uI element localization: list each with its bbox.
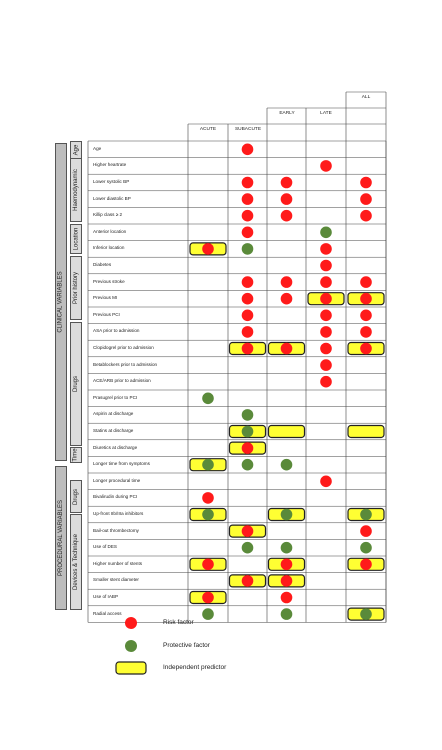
risk-factor-dot [242,276,254,288]
risk-factor-dot [360,326,372,338]
risk-factor-dot [360,193,372,205]
column-header-subacute: SUBACUTE [234,127,262,132]
risk-factor-dot [320,326,332,338]
row-label: Radial access [93,610,122,616]
subgroup-drugs-procedural: Drugs [70,480,82,513]
protective-factor-dot [281,459,293,471]
risk-factor-dot [281,575,293,587]
subgroup-haemodynamic: Haemodynamic [70,158,82,222]
risk-factor-dot [202,243,214,255]
row-label: Higher number of stents [93,560,143,566]
risk-factor-dot [242,177,254,189]
protective-factor-dot [242,542,254,554]
risk-factor-dot [320,476,332,488]
risk-factor-dot [360,343,372,355]
row-label: Use of DES [93,544,117,550]
row-label: Lower systolic BP [93,179,130,184]
risk-factor-dot [202,492,214,504]
subgroup-prior-history: Prior history [70,256,82,320]
subgroup-drugs-clinical: Drugs [70,322,82,446]
column-header-acute: ACUTE [199,127,217,132]
protective-factor-dot [242,426,254,438]
risk-factor-dot [360,276,372,288]
column-header-all: ALL [361,95,371,100]
subgroup-devices-technique: Devices & Technique [70,514,82,610]
group-clinical-variables: CLINICAL VARIABLES [55,143,67,461]
risk-factor-dot [320,276,332,288]
row-label: Prasugrel prior to PCI [93,394,138,400]
protective-factor-dot [242,459,254,471]
row-label: Clopidogrel prior to admission [93,345,154,350]
subgroup-age: Age [70,141,82,159]
protective-factor-dot [242,409,254,421]
risk-factor-dot [320,160,332,172]
row-label: Previous PCI [93,311,120,317]
risk-factor-dot [242,310,254,322]
legend-independent-label: Independent predictor [163,664,227,671]
risk-factor-dot [202,559,214,571]
row-label: Lower diastolic BP [93,195,131,201]
row-label: Statins at discharge [93,428,134,433]
column-header-early: EARLY [279,111,295,116]
row-label: Anterior location [93,228,127,234]
risk-factor-dot [281,559,293,571]
risk-factor-dot [360,525,372,537]
row-label: Longer time from symptoms [93,461,150,467]
row-label: Use of IABP [93,594,119,599]
risk-factor-dot [242,293,254,305]
protective-factor-dot [281,542,293,554]
row-label: ASA prior to admission [93,328,140,334]
row-label: Diuretics at discharge [93,444,138,450]
row-label: Killip class ≥ 2 [93,212,123,218]
risk-factor-dot [242,210,254,222]
risk-factor-dot [242,575,254,587]
protective-factor-dot [202,393,214,405]
risk-factor-dot [242,144,254,156]
risk-factor-dot [242,442,254,454]
risk-factor-dot [281,592,293,604]
row-label: Longer procedural time [93,477,141,483]
protective-factor-dot [202,608,214,620]
protective-factor-dot [320,227,332,239]
risk-factor-dot [360,559,372,571]
risk-factor-dot [242,525,254,537]
row-label: Bivalirudin during PCI [93,494,138,500]
row-label: Previous MI [93,295,118,301]
risk-factor-dot [320,293,332,305]
risk-factor-dot [202,592,214,604]
protective-factor-dot [281,509,293,521]
row-label: Inferior location [93,245,125,251]
independent-predictor-mark [269,426,305,438]
legend-risk-label: Risk factor [163,619,194,626]
protective-factor-dot [202,459,214,471]
risk-factor-dot [360,293,372,305]
protective-factor-dot [242,243,254,255]
group-procedural-variables: PROCEDURAL VARIABLES [55,466,67,610]
risk-factor-dot [281,276,293,288]
row-label: Diabetes [93,262,112,267]
row-label: Up-front IIb/IIIa inhibitors [93,511,144,516]
risk-factor-dot [320,359,332,371]
risk-factor-dot [242,227,254,239]
row-label: Aspirin at discharge [93,411,134,417]
risk-factor-dot [320,260,332,272]
risk-factor-dot [360,310,372,322]
legend-protective-label: Protective factor [163,642,210,649]
subgroup-time: Time [70,447,82,463]
risk-factor-dot [320,310,332,322]
column-header-late: LATE [320,111,332,116]
risk-factor-dot [360,177,372,189]
protective-factor-dot [281,608,293,620]
row-label: ACE/ARB prior to admission [93,378,151,384]
row-label: Betablockers prior to admission [93,361,158,367]
row-label: Higher heartrate [93,162,127,168]
risk-factor-dot [281,193,293,205]
risk-factor-dot [242,193,254,205]
subgroup-location: Location [70,224,82,254]
risk-factor-dot [360,210,372,222]
row-label: Age [93,145,102,151]
protective-factor-dot [360,542,372,554]
protective-factor-dot [360,608,372,620]
row-label: Smaller stent diameter [93,577,139,583]
independent-predictor-mark [348,426,384,438]
risk-factor-dot [320,376,332,388]
protective-factor-dot [360,509,372,521]
protective-factor-dot [202,509,214,521]
risk-factor-dot [281,210,293,222]
risk-factor-dot [320,243,332,255]
risk-factor-dot [320,343,332,355]
risk-factor-dot [242,343,254,355]
risk-factor-dot [281,177,293,189]
risk-factor-dot [281,343,293,355]
risk-factor-dot [242,326,254,338]
row-label: Bail-out thrombectomy [93,527,139,533]
risk-factor-dot [281,293,293,305]
row-label: Previous stroke [93,278,125,284]
